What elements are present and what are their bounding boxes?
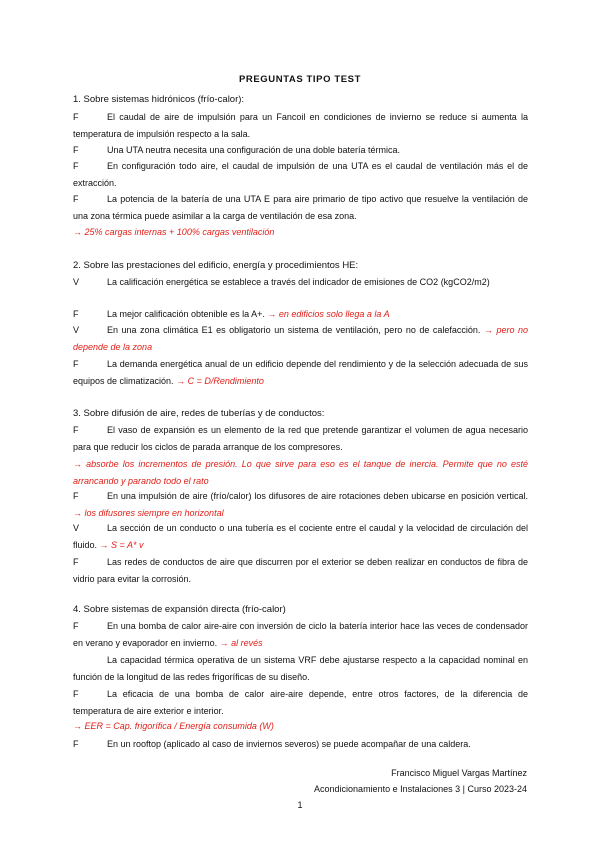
question-3-4: [73, 554, 528, 587]
page-number: 1: [297, 800, 303, 810]
answer-note: → S = A* v: [99, 539, 144, 550]
question-text: La capacidad térmica operativa de un sistema VRF debe ajustarse respecto a la capacidad nominal en función de la longitud de las redes frigoríficas de su diseño.: [73, 655, 528, 682]
question-text: En configuración todo aire, el caudal de impulsión de una UTA es el caudal de ventilación más el de extracción.: [73, 161, 528, 188]
question-4-1: [73, 618, 528, 651]
answer-mark: F: [73, 689, 79, 699]
answer-mark: F: [73, 145, 79, 155]
question-text: La sección de un conducto o una tubería es el cociente entre el caudal y la velocidad de circulación del fluido.: [73, 523, 528, 550]
question-2-1: [73, 274, 528, 291]
footer-course: Acondicionamiento e Instalaciones 3 | Curso 2023-24: [314, 784, 527, 794]
answer-mark: V: [73, 523, 80, 533]
page-title: PREGUNTAS TIPO TEST: [238, 74, 362, 85]
question-text: La demanda energética anual de un edificio depende del rendimiento y de la selección adecuada de sus equipos de climatización.: [73, 359, 528, 386]
answer-note: → pero no depende de la zona: [73, 325, 528, 352]
question-4-4: [73, 736, 528, 753]
question-1-3: [73, 158, 528, 191]
section-1-heading: 1. Sobre sistemas hidrónicos (frío-calor):: [73, 94, 245, 105]
answer-mark: F: [73, 557, 79, 567]
section-3-heading: 3. Sobre difusión de aire, redes de tuberías y de conductos:: [73, 408, 325, 419]
answer-mark: F: [73, 739, 79, 749]
question-text: La mejor calificación obtenible es la A+.: [107, 309, 265, 319]
footer-author: Francisco Miguel Vargas Martínez: [391, 768, 527, 778]
answer-mark: F: [73, 621, 79, 631]
answer-mark: F: [73, 425, 79, 435]
question-text: La potencia de la batería de una UTA E para aire primario de tipo activo que resuelve la ventilación de una zona térmica puede asimilar a la carga de ventilación de esa zona.: [73, 194, 528, 221]
question-1-2: [73, 142, 528, 159]
question-2-4: [73, 356, 528, 389]
question-text: En una zona climática E1 es obligatorio un sistema de ventilación, pero no de calefacción.: [107, 325, 481, 335]
answer-mark: F: [73, 112, 79, 122]
question-2-2: [73, 306, 528, 323]
answer-mark: F: [73, 359, 79, 369]
question-text: En una impulsión de aire (frío/calor) los difusores de aire rotaciones deben ubicarse en posición vertical.: [107, 491, 528, 501]
question-text: El caudal de aire de impulsión para un Fancoil en condiciones de invierno se reduce si aumenta la temperatura de impulsión respecto a la sala.: [73, 112, 528, 139]
question-text: Las redes de conductos de aire que discurren por el exterior se deben realizar en conductos de fibra de vidrio para evitar la corrosión.: [73, 557, 528, 584]
answer-mark: F: [73, 491, 79, 501]
question-4-2: [73, 652, 528, 685]
question-text: Una UTA neutra necesita una configuración de una doble batería térmica.: [107, 145, 401, 155]
question-1-1: [73, 109, 528, 142]
question-3-2: [73, 488, 528, 521]
section-4-heading: 4. Sobre sistemas de expansión directa (frío-calor): [73, 604, 286, 615]
answer-mark: F: [73, 161, 79, 171]
answer-note-1-4: → 25% cargas internas + 100% cargas ventilación: [73, 227, 275, 237]
question-4-3: [73, 686, 528, 719]
answer-mark: V: [73, 277, 80, 287]
question-1-4: [73, 191, 528, 224]
question-3-3: [73, 520, 528, 553]
section-2-heading: 2. Sobre las prestaciones del edificio, energía y procedimientos HE:: [73, 260, 359, 271]
question-text: En una bomba de calor aire-aire con inversión de ciclo la batería interior hace las veces de condensador en verano y evaporador en invierno.: [73, 621, 528, 648]
answer-mark: V: [73, 325, 80, 335]
question-3-1: [73, 422, 528, 455]
answer-note: → al revés: [219, 637, 263, 648]
answer-mark: F: [73, 309, 79, 319]
answer-note-4-3: → EER = Cap. frigorífica / Energía consumida (W): [73, 721, 274, 731]
question-text: La eficacia de una bomba de calor aire-aire depende, entre otros factores, de la diferencia de temperatura de aire exterior e interior.: [73, 689, 528, 716]
answer-note-3-1: → absorbe los incrementos de presión. Lo que sirve para eso es el tanque de inercia. Permite que no esté arrancando y parando todo el rato: [73, 459, 528, 486]
answer-mark: F: [73, 194, 79, 204]
answer-note: → C = D/Rendimiento: [176, 375, 264, 386]
question-text: En un rooftop (aplicado al caso de inviernos severos) se puede acompañar de una caldera.: [107, 739, 471, 749]
answer-note: → los difusores siempre en horizontal: [73, 507, 224, 518]
question-2-3: [73, 322, 528, 355]
answer-note: → en edificios solo llega a la A: [267, 309, 390, 319]
question-text: El vaso de expansión es un elemento de la red que pretende garantizar el volumen de agua necesario para que reducir los ciclos de parada arranque de los compresores.: [73, 425, 528, 452]
question-text: La calificación energética se establece a través del indicador de emisiones de CO2 (kgCO2/m2): [107, 277, 490, 287]
